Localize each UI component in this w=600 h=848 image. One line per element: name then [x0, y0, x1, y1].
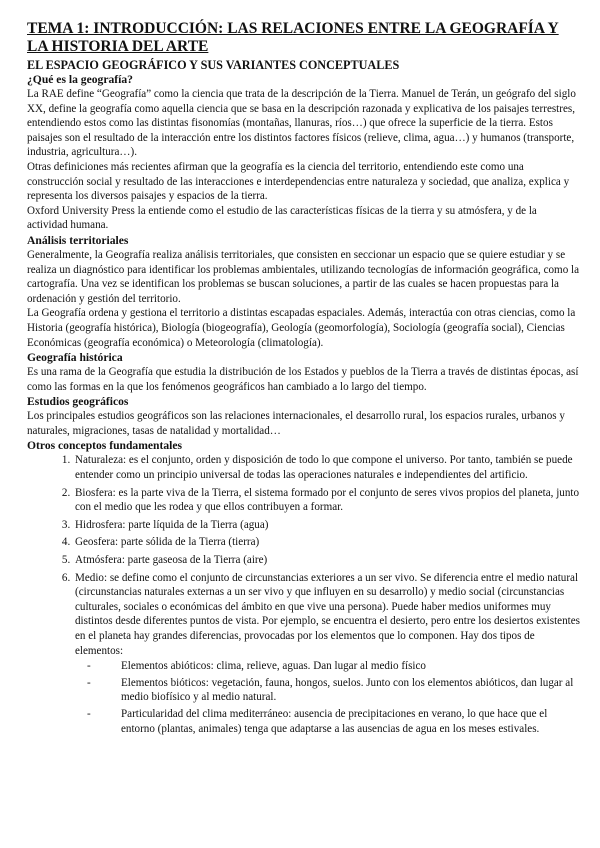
sublist-item — [87, 659, 580, 674]
heading-estudios-geograficos: Estudios geográficos — [27, 395, 129, 409]
heading-otros-conceptos: Otros conceptos fundamentales — [27, 439, 183, 453]
list-item — [73, 553, 580, 568]
list-item-text: Biosfera: es la parte viva de la Tierra, el sistema formado por el conjunto de seres vivos propios del planeta, junto con el medio que les rodea y que ellos contribuyen a formar. — [75, 486, 580, 514]
paragraph: Oxford University Press la entiende como el estudio de las características físicas de la tierra y su atmósfera, y de la actividad humana. — [27, 204, 537, 232]
paragraph: La RAE define “Geografía” como la ciencia que trata de la descripción de la Tierra. Manuel de Terán, un geógrafo del siglo XX, define la geografía como aquella ciencia que se basa en la descripción razonada y explicativa de los paisajes terrestres, entendiendo estos como las distintas fisonomías (montañas, llanuras, ríos…) que ofrece la superficie de la tierra. Estos paisajes son el resultado de la interacción entre los distintos factores físicos (relieve, clima, agua…) y humanos (transporte, industria, agricultura…). — [27, 88, 576, 159]
sublist-item-text: Particularidad del clima mediterráneo: ausencia de precipitaciones en verano, lo que hace que el entorno (plantas, animales) tenga que adaptarse a las ausencias de agua en los meses estivales. — [121, 707, 548, 735]
sublist-item-text: Elementos bióticos: vegetación, fauna, hongos, suelos. Junto con los elementos abióticos, dan lugar al medio biofísico y al medio natural. — [121, 676, 574, 704]
dash-bullet: - — [87, 660, 91, 673]
list-item — [73, 571, 580, 737]
list-item — [73, 518, 580, 533]
sublist-item — [87, 707, 580, 736]
paragraph: La Geografía ordena y gestiona el territorio a distintas escapadas espaciales. Además, interactúa con otras ciencias, como la Historia (geografía histórica), Biología (biogeografía), Geología (geomorfología), Sociología (geografía social), Ciencias Económicas (geografía económica) o Meteorología (climatología). — [27, 307, 576, 349]
list-item-text: Atmósfera: parte gaseosa de la Tierra (aire) — [75, 554, 268, 567]
list-item-text: Medio: se define como el conjunto de circunstancias exteriores a un ser vivo. Se diferencia entre el medio natural (circunstancias naturales externas a un ser vivo y que influyen en su desarrollo) y medio social (circunstancias culturales, sociales o económicas del ámbito en que vive una persona). Puede haber medios uniformes muy distintos desde diferentes puntos de vista. Por ejemplo, se encuentra el desierto, pero entre los desiertos existentes en el planeta hay grandes diferencias, provocadas por los elementos que lo componen. Hay dos tipos de elementos: — [75, 571, 580, 657]
list-item-text: Hidrosfera: parte líquida de la Tierra (agua) — [75, 518, 269, 531]
list-item-text: Geosfera: parte sólida de la Tierra (tierra) — [75, 536, 260, 549]
paragraph: Generalmente, la Geografía realiza análisis territoriales, que consisten en seccionar un espacio que se quiere estudiar y se realiza un diagnóstico para identificar los problemas ambientales, utilizando tecnologías de información geográfica, como la cartografía. Una vez se identifican los problemas se buscan soluciones, a partir de las cuales se hacen propuestas para la ordenación y gestión del territorio. — [27, 248, 580, 305]
paragraph: Otras definiciones más recientes afirman que la geografía es la ciencia del territorio, entendiendo este como una construcción social y resultado de las interacciones e interdependencias entre naturaleza y sociedad, que analiza, explica y representa los diversos paisajes y espacios de la tierra. — [27, 160, 570, 203]
list-item — [73, 535, 580, 550]
sublist-item-text: Elementos abióticos: clima, relieve, aguas. Dan lugar al medio físico — [121, 660, 426, 673]
section-subtitle: EL ESPACIO GEOGRÁFICO Y SUS VARIANTES CONCEPTUALES — [27, 58, 400, 72]
document-title: TEMA 1: INTRODUCCIÓN: LAS RELACIONES ENTRE LA GEOGRAFÍA Y LA HISTORIA DEL ARTE — [27, 20, 559, 55]
dash-bullet: - — [87, 707, 91, 720]
sublist-item — [87, 676, 580, 705]
list-item-text: Naturaleza: es el conjunto, orden y disposición de todo lo que compone el universo. Por tanto, también se puede entender como un principio universal de todas las operaciones naturales e independientes del artificio. — [75, 454, 573, 482]
paragraph: Es una rama de la Geografía que estudia la distribución de los Estados y pueblos de la Tierra a través de distintas épocas, así como las formas en la que los fenómenos geográficos han cambiado a lo largo del tiempo. — [27, 366, 579, 393]
list-item — [73, 453, 580, 482]
heading-que-es-geografia: ¿Qué es la geografía? — [27, 73, 133, 86]
heading-geografia-historica: Geografía histórica — [27, 351, 123, 365]
list-item — [73, 486, 580, 515]
elements-sublist — [75, 659, 580, 736]
concepts-list — [27, 453, 580, 736]
heading-analisis-territoriales: Análisis territoriales — [27, 233, 129, 247]
paragraph: Los principales estudios geográficos son las relaciones internacionales, el desarrollo rural, los espacios rurales, urbanos y naturales, migraciones, tasas de natalidad y mortalidad… — [27, 410, 565, 437]
dash-bullet: - — [87, 676, 91, 689]
